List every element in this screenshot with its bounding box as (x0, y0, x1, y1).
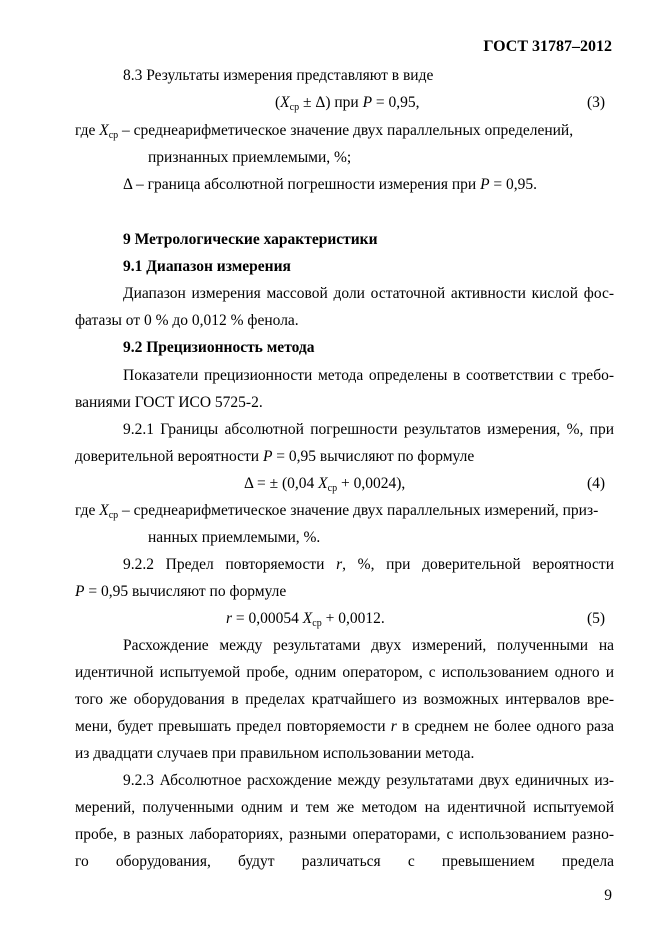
paragraph-9-2-2-line1: 9.2.2 Предел повторяемости r, %, при доверительной вероятности (123, 556, 614, 573)
repeatability-line3: того же оборудования в пределах кратчайшего из возможных интервалов вре- (75, 691, 614, 708)
paragraph-9-2-2-line2: P = 0,95 вычисляют по формуле (75, 583, 287, 600)
formula-4-number: (4) (587, 475, 606, 492)
paragraph-9-2-1-line1: 9.2.1 Границы абсолютной погрешности результатов измерения, %, при (123, 421, 614, 438)
paragraph-9-2-line1: Показатели прецизионности метода определены в соответствии с требо- (123, 367, 614, 384)
formula-3: $(X_{ср} \pm \Delta)$ при P = 0,95, (275, 94, 420, 113)
section-9-1-heading: 9.1 Диапазон измерения (123, 258, 291, 275)
delta-definition: Δ – граница абсолютной погрешности измерения при P = 0,95. (123, 176, 538, 193)
paragraph-9-2-1-line2: доверительной вероятности P = 0,95 вычисляют по формуле (75, 448, 475, 465)
formula-5-number: (5) (587, 610, 606, 627)
page-number: 9 (604, 887, 612, 904)
repeatability-line4: мени, будет превышать предел повторяемости r в среднем не более одного раза (75, 718, 614, 735)
repeatability-line5: из двадцати случаев при правильном использовании метода. (75, 745, 475, 762)
formula-5: r = 0,00054 $X_{ср} + 0,0012$. (226, 610, 385, 629)
paragraph-9-2-3-line3: пробе, в разных лабораториях, разными операторами, с использованием разно- (75, 826, 614, 843)
where-xcp-definition-1-cont: признанных приемлемыми, %; (148, 149, 352, 166)
paragraph-9-2-3-line1: 9.2.3 Абсолютное расхождение между результатами двух единичных из- (123, 772, 614, 789)
section-9-2-heading: 9.2 Прецизионность метода (123, 339, 315, 356)
section-9-heading: 9 Метрологические характеристики (123, 231, 378, 248)
paragraph-9-2-3-line2: мерений, полученными одним и тем же методом на идентичной испытуемой (75, 799, 614, 816)
document-header: ГОСТ 31787–2012 (483, 38, 612, 55)
formula-3-number: (3) (587, 94, 606, 111)
paragraph-9-1-line2: фатазы от 0 % до 0,012 % фенола. (75, 312, 299, 329)
formula-4: Δ = ± (0,04 $X_{ср} + 0,0024$), (244, 475, 406, 494)
repeatability-line2: идентичной испытуемой пробе, одним оператором, с использованием одного и (75, 664, 614, 681)
paragraph-9-2-line2: ваниями ГОСТ ИСО 5725-2. (75, 394, 263, 411)
where-xcp-definition-2: где $X_{ср}$ – среднеарифметическое значение двух параллельных измерений, приз- (75, 502, 599, 521)
paragraph-9-1-line1: Диапазон измерения массовой доли остаточной активности кислой фос- (123, 285, 614, 302)
paragraph-9-2-3-line4: го оборудования, будут различаться с превышением предела (75, 853, 614, 870)
where-xcp-definition-2-cont: нанных приемлемыми, %. (148, 529, 321, 546)
repeatability-line1: Расхождение между результатами двух измерений, полученными на (123, 637, 614, 654)
where-xcp-definition-1: где $X_{ср}$ – среднеарифметическое значение двух параллельных определений, (75, 122, 574, 141)
paragraph-8-3-intro: 8.3 Результаты измерения представляют в виде (123, 67, 434, 84)
